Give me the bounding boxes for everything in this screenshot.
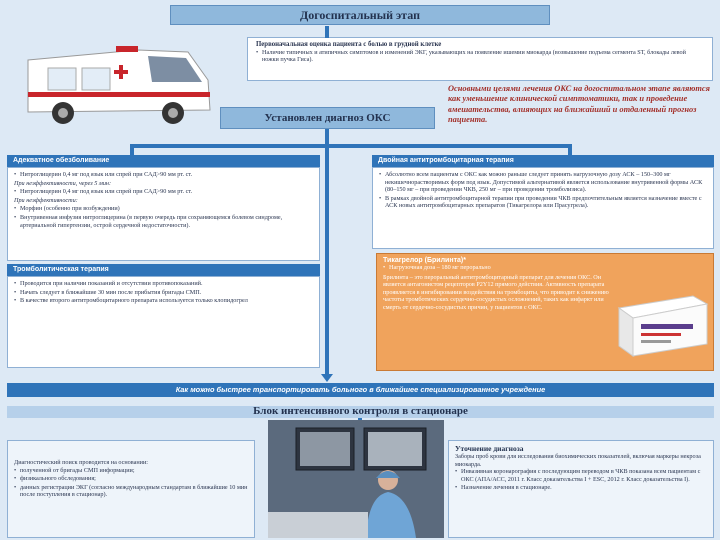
dual-therapy-item-1: • Абсолютно всем пациентам с ОКС как можно раньше следует принять нагрузочную дозу АСК – 150–300 мг некишечнорастворимых форм под язык. Допустимой альтернативой является использование внутривенной формы АСК (80–150 мг – при проведении ЧКВ, 250 мг – при проведении тромболизиса).: [379, 171, 707, 194]
thrombolytic-item-3: • В качестве второго антитромбоцитарного препарата используется только клопидогрел: [14, 297, 313, 305]
ticagrelor-dose: • Нагрузочная доза – 180 мг перорально: [383, 264, 707, 272]
initial-assessment-item: • Наличие типичных и атипичных симптомов и изменений ЭКГ, указывающих на появление ишемии миокарда (возвышение подъема сегмента ST, блокады левой ножки пучка Гиса).: [256, 49, 704, 64]
analgesia-box: [7, 167, 320, 261]
clarify-right-box: [448, 440, 714, 538]
analgesia-item-2: • Нитроглицерин 0,4 мг под язык или спрей при САД>90 мм рт. ст.: [14, 188, 313, 196]
doctor-photo: [268, 420, 444, 538]
ticagrelor-box: [376, 253, 714, 371]
clarify-right-item-2: • Назначение лечения в стационаре.: [455, 484, 707, 492]
clarify-right-item-1: • Инвазивная коронарография с последующим переводом в ЧКВ показана всем пациентам с ОКС (АПА/АСС, 2011 г. Класс доказательства I + ESC, 2012 г. Класс доказательства I).: [455, 468, 707, 483]
icu-banner: Блок интенсивного контроля в стационаре: [7, 406, 714, 418]
thrombolytic-item-2: • Начать следует в ближайшие 30 мин после прибытия бригады СМП.: [14, 289, 313, 297]
analgesia-note-2: При неэффективности:: [14, 196, 78, 204]
clarify-left-item-1: • полученной от бригады СМП информации;: [14, 467, 248, 475]
clarify-left-item-3: • данных регистрации ЭКГ (согласно международным стандартам в ближайшие 10 мин после поступления в стационар).: [14, 484, 248, 499]
ticagrelor-text: Брилинта – это пероральный антитромбоцитарный препарат для лечения ОКС. Он является антагонистом рецепторов P2Y12 прямого действия. Активность препарата проявляется в ингибировании воздействия на тромбоциты, что приводит к снижению частоты тромботических сердечно-сосудистых осложнений, таких как инфаркт или смерть от сердечно-сосудистых причин, у пациентов с ОКС.: [383, 273, 609, 311]
clarify-left-box: [7, 440, 255, 538]
clarify-left-item-2: • физикального обследования;: [14, 475, 248, 483]
thrombolytic-box: [7, 276, 320, 368]
initial-assessment-title: Первоначальная оценка пациента с болью в грудной клетке: [256, 41, 442, 48]
dual-therapy-header: Двойная антитромбоцитарная терапия: [372, 155, 714, 167]
dual-therapy-box: [372, 167, 714, 249]
analgesia-header: Адекватное обезболивание: [7, 155, 320, 167]
goals-text: Основными целями лечения ОКС на догоспитальном этапе являются как уменьшение клинической симптоматики, так и проведение вмешательства, влияющих на ближайший и отдаленный прогноз пациента.: [448, 84, 710, 125]
diagnosis-banner: Установлен диагноз ОКС: [220, 107, 435, 129]
dual-therapy-item-2: • В рамках двойной антитромбоцитарной терапии при проведении ЧКВ предпочтительным является назначение вместе с АСК новых антитромбоцитарных препаратов (Тикагрелора или Прасугрела).: [379, 195, 707, 210]
prehospital-banner: Догоспитальный этап: [170, 5, 550, 25]
analgesia-item-1: • Нитроглицерин 0,4 мг под язык или спрей при САД>90 мм рт. ст.: [14, 171, 313, 179]
thrombolytic-header: Тромболитическая терапия: [7, 264, 320, 276]
clarify-left-intro: Диагностический поиск проводится на основании:: [14, 459, 149, 466]
drug-package-image: [613, 288, 711, 360]
analgesia-item-4: • Внутривенная инфузия нитроглицерина (в первую очередь при сохраняющемся болевом синдроме, артериальной гипертензии, острой сердечной недостаточности).: [14, 214, 313, 229]
transport-banner: Как можно быстрее транспортировать больного в ближайшее специализированное учреждение: [7, 383, 714, 397]
thrombolytic-item-1: • Проводится при наличии показаний и отсутствии противопоказаний.: [14, 280, 313, 288]
ticagrelor-title: Тикагрелор (Брилинта)*: [383, 257, 466, 264]
analgesia-note-1: При неэффективности, через 5 мин:: [14, 179, 112, 187]
clarify-right-title: Уточнение диагноза: [455, 444, 524, 453]
ambulance-image: [18, 30, 218, 130]
initial-assessment-box: [247, 37, 713, 81]
clarify-right-intro: Заборы проб крови для исследования биохимических показателей, включая маркеры некроза миокарда.: [455, 453, 701, 468]
analgesia-item-3: • Морфин (особенно при возбуждении): [14, 205, 313, 213]
